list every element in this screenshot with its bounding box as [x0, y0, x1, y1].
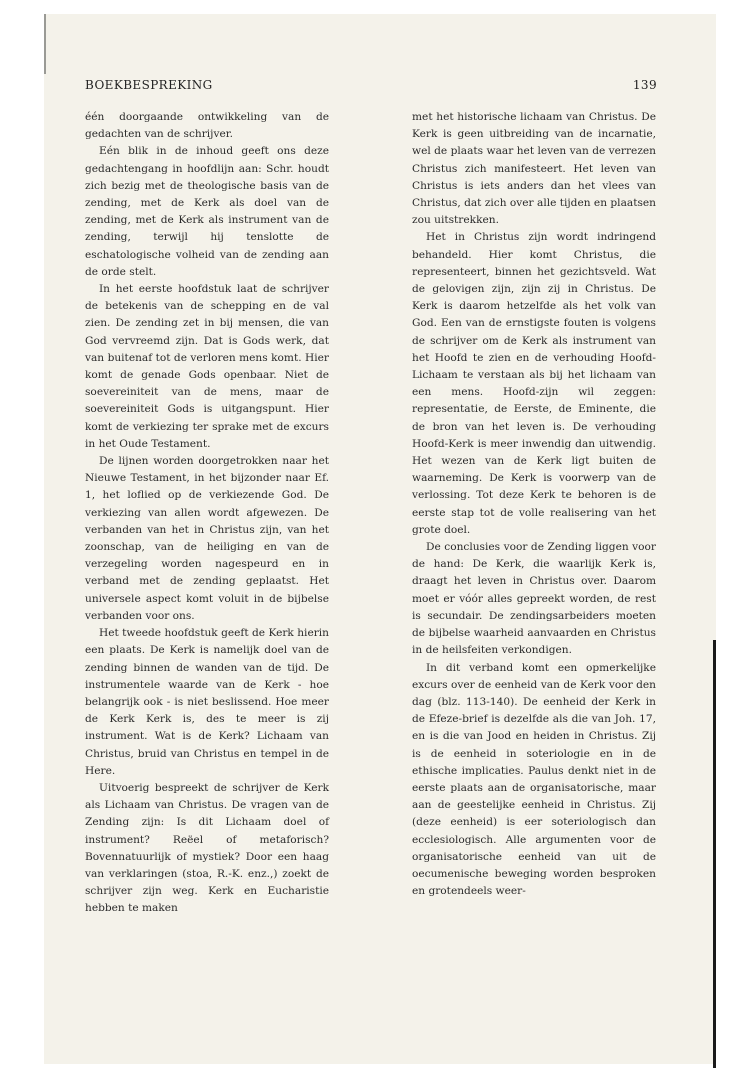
paragraph: Het tweede hoofdstuk geeft de Kerk hierin een plaats. De Kerk is namelijk doel van de zending binnen de wanden van de tijd. De instrumentele waarde van de Kerk - hoe belangrijk ook - is niet beslissend. Hoe meer de Kerk Kerk is, des te meer is zij instrument. Wat is de Kerk? Lichaam van Christus, bruid van Christus en tempel in de Here. [85, 627, 329, 777]
running-header [85, 78, 657, 98]
right-column [412, 109, 656, 900]
paragraph: De conclusies voor de Zending liggen voor de hand: De Kerk, die waarlijk Kerk is, draagt het leven in Christus over. Daarom moet er vóór alles gepreekt worden, de rest is secundair. De zendingsarbeiders moeten de bijbelse waarheid aanvaarden en Christus in de heilsfeiten verkondigen. [412, 541, 656, 657]
paragraph: Het in Christus zijn wordt indringend behandeld. Hier komt Christus, die representeert, binnen het gezichtsveld. Wat de gelovigen zijn, zijn zij in Christus. De Kerk is daarom hetzelfde als het volk van God. Een van de ernstigste fouten is volgens de schrijver om de Kerk als instrument van het Hoofd te zien en de verhouding Hoofd-Lichaam te verstaan als bij het lichaam van een mens. Hoofd-zijn wil zeggen: representatie, de Eerste, de Eminente, die de bron van het leven is. De verhouding Hoofd-Kerk is meer inwendig dan uitwendig. Het wezen van de Kerk ligt buiten de waarneming. De Kerk is voorwerp van de verlossing. Tot deze Kerk te behoren is de eerste stap tot de volle realisering van het grote doel. [412, 231, 656, 536]
paragraph: met het historische lichaam van Christus. De Kerk is geen uitbreiding van de incarnatie, wel de plaats waar het leven van de verrezen Christus zich manifesteert. Het leven van Christus is iets anders dan het vlees van Christus, dat zich over alle tijden en plaatsen zou uitstrekken. [412, 111, 656, 227]
paragraph: Eén blik in de inhoud geeft ons deze gedachtengang in hoofdlijn aan: Schr. houdt zich bezig met de theologische basis van de zending, met de Kerk als doel van de zending, met de Kerk als instrument van de zending, terwijl hij tenslotte de eschatologische volheid van de zending aan de orde stelt. [85, 145, 329, 278]
left-column [85, 109, 329, 918]
running-title: BOEKBESPREKING [85, 78, 213, 92]
paragraph: In dit verband komt een opmerkelijke excurs over de eenheid van de Kerk voor den dag (blz. 113-140). De eenheid der Kerk in de Efeze-brief is dezelfde als die van Joh. 17, en is die van Jood en heiden in Christus. Zij is de eenheid in soteriologie en in de ethische implicaties. Paulus denkt niet in de eerste plaats aan de organisatorische, maar aan de geestelijke eenheid in Christus. Zij (deze eenheid) is eer soteriologisch dan ecclesiologisch. Alle argumenten voor de organisatorische eenheid van uit de oecumenische beweging worden besproken en grotendeels weer- [412, 661, 656, 898]
paragraph: De lijnen worden doorgetrokken naar het Nieuwe Testament, in het bijzonder naar Ef. 1, het loflied op de verkiezende God. De verkiezing van allen wordt afgewezen. De verbanden van het in Christus zijn, van het zoonschap, van de heiliging en van de verzegeling worden nagespeurd en in verband met de zending geplaatst. Het universele aspect komt voluit in de bijbelse verbanden voor ons. [85, 455, 329, 622]
paragraph: Uitvoerig bespreekt de schrijver de Kerk als Lichaam van Christus. De vragen van de Zending zijn: Is dit Lichaam doel of instrument? Reëel of metaforisch? Bovennatuurlijk of mystiek? Door een haag van verklaringen (stoa, R.-K. enz.,) zoekt de schrijver zijn weg. Kerk en Eucharistie hebben te maken [85, 781, 329, 915]
scan-edge-left [44, 14, 46, 74]
page-number: 139 [632, 78, 657, 92]
paragraph: In het eerste hoofdstuk laat de schrijver de betekenis van de schepping en de val zien. De zending zet in bij mensen, die van God vervreemd zijn. Dat is Gods werk, dat van buitenaf tot de verloren mens komt. Hier komt de genade Gods openbaar. Niet de soevereiniteit van de mens, maar de soevereiniteit Gods is uitgangspunt. Hier komt de verkiezing ter sprake met de excurs in het Oude Testament. [85, 283, 329, 450]
paragraph: één doorgaande ontwikkeling van de gedachten van de schrijver. [85, 111, 329, 141]
scan-edge-right [713, 640, 716, 1068]
